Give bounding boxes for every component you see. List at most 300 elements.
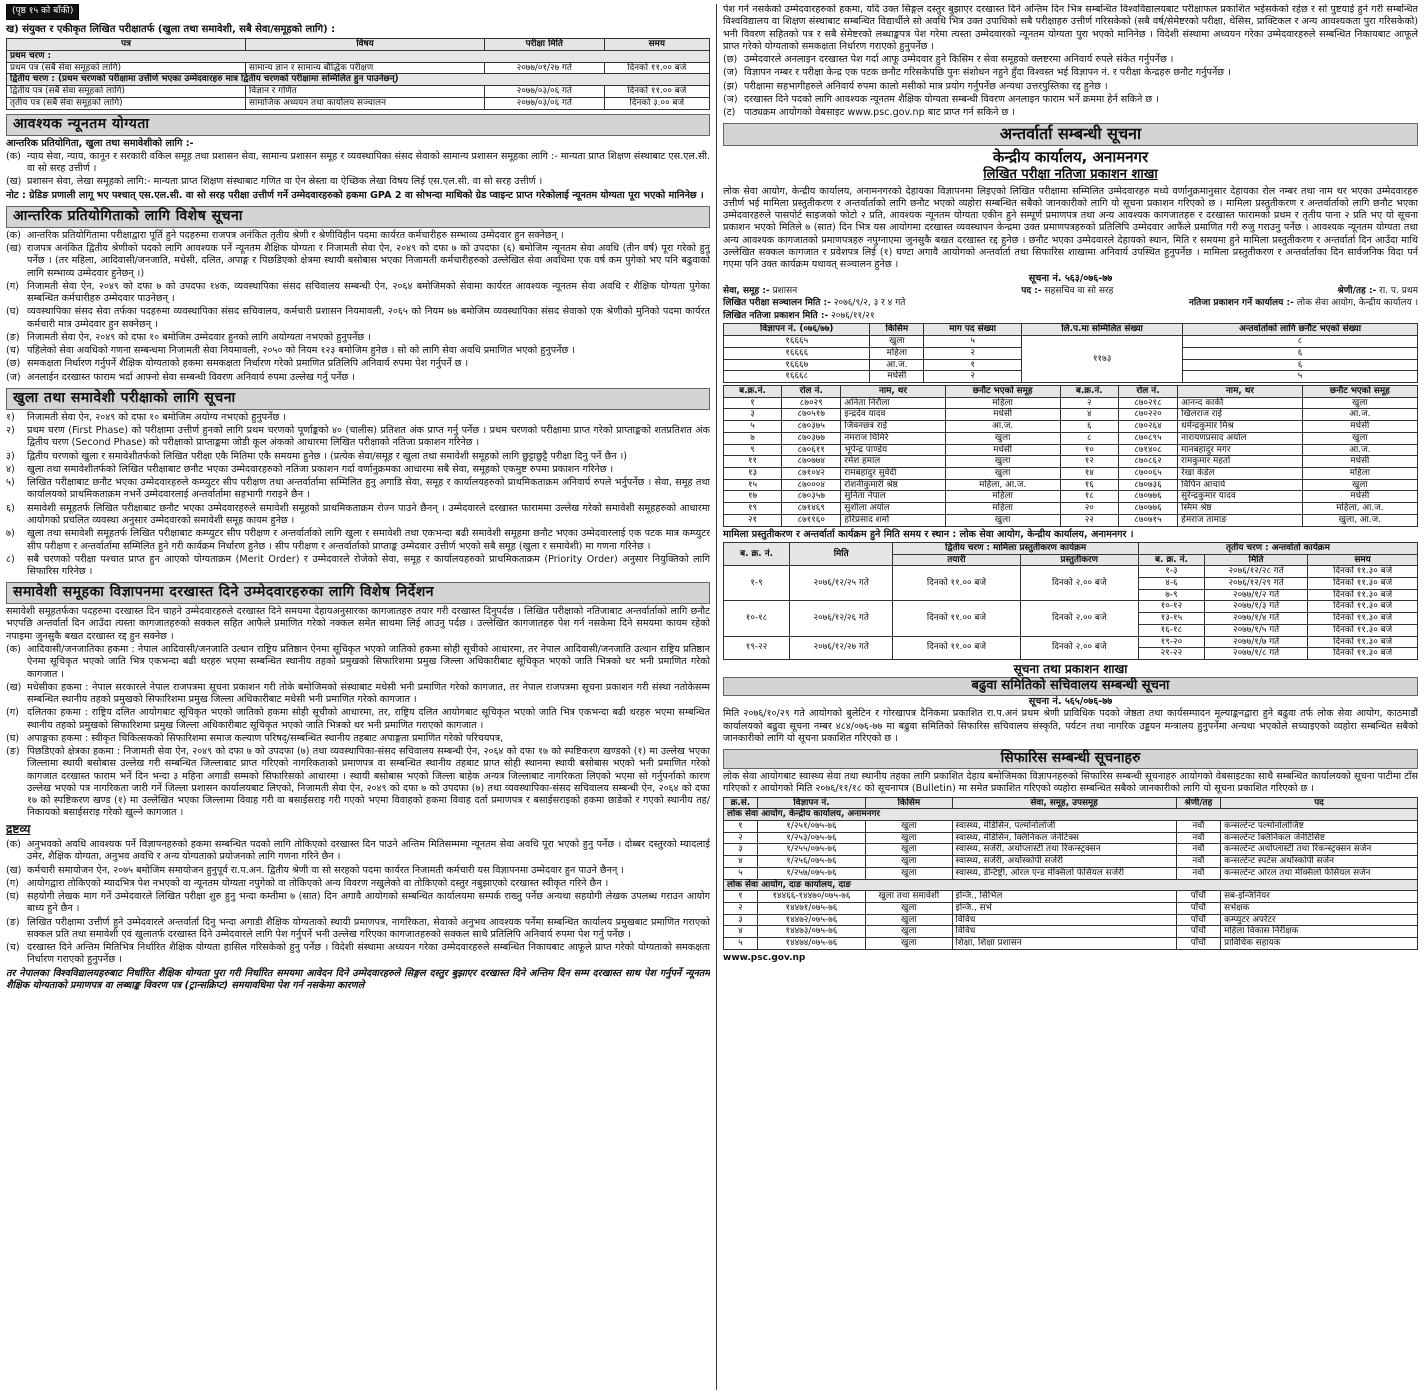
list-item bbox=[6, 644, 710, 681]
cand-cell: महिला, आ.ज. bbox=[945, 479, 1060, 491]
promotion-notice-no: सूचना नं. ५६५/०७६-७७ bbox=[1028, 696, 1113, 707]
sched-date2-cell: २०७७/१/४ गते bbox=[1204, 613, 1307, 625]
item-key: (ङ) bbox=[6, 746, 20, 758]
list-item bbox=[6, 412, 710, 424]
sched-date-cell: २०७६/१२/२७ गते bbox=[790, 636, 893, 659]
sched-time-cell: दिनको ११.३० बजे bbox=[1308, 601, 1418, 613]
min-qual-item bbox=[6, 151, 710, 176]
row2-subject: विज्ञान र गणित bbox=[246, 86, 485, 98]
item-text: लिखित परीक्षामा उत्तीर्ण हुने उम्मेदवारले अन्तर्वार्ता दिनु भन्दा अगाडी शैक्षिक योग्यताको स्थायी प्रमाणपत्र, नागरिकता, सेवाको अनुभव आवश्यक पर्नेमा सम्बन्धित कार्यालय प्रमुखबाट प्रमाणित गराएको सक्कल प्रति तथा समावेशी एवं खुलातर्फ दरखास्त दिने उम्मेदवारले लागि पेश गर्नुपर्ने भनी उल्लेख गरिएका कागजातहरुको सक्कल साथै प्रतिलिपि अनिवार्य रुपमा पेश गर्नु पर्नेछ । bbox=[27, 916, 710, 940]
drasta-tail: तर नेपालका विश्वविद्यालयहरुबाट निर्धारित शैक्षिक योग्यता पुरा गरी निर्धारित समयमा आवेदन दिने उम्मेदवारहरुले सिङ्गल दस्तुर बुझाएर दरखास्त दिने अन्तिम दिन सम्म दरखास्त साथ पेश गर्नुपर्ने न्यूनतम शैक्षिक योग्यताको प्रमाणपत्र वा लब्धाङ्क विवरण पत्र (ट्रान्सक्रिप्ट) समयावधिमा पेश गर्न नसकेमा कारणले bbox=[6, 967, 710, 992]
cand-cell: ८७०७७४ bbox=[782, 456, 841, 468]
list-item bbox=[6, 358, 710, 370]
recommend-title: सिफारिस सम्बन्धी सूचनाहरु bbox=[723, 749, 1418, 769]
rec-cell: महिला विकास निरीक्षक bbox=[1221, 926, 1418, 938]
cand-cell: स्मिम श्रेष्ठ bbox=[1178, 503, 1303, 515]
item-key: (ख) bbox=[6, 681, 22, 693]
list-item bbox=[6, 451, 710, 463]
sched-serial2-cell: १०-१२ bbox=[1138, 601, 1204, 613]
recommend-table bbox=[723, 797, 1418, 950]
sched-serial: ब. क्र. नं. bbox=[724, 542, 790, 565]
cand-cell: ८ bbox=[1060, 432, 1118, 444]
item-key: (छ) bbox=[723, 54, 738, 66]
item-key: (ज) bbox=[6, 371, 21, 383]
cand-cell: रमेश हमाल bbox=[841, 456, 945, 468]
table-row bbox=[724, 902, 1418, 914]
item-text: लिखित परीक्षाबाट छनौट भएका उम्मेदवारहरुले कम्प्युटर सीप परीक्षण तथा अन्तर्वार्तामा सम्मिलित हुनु अगाडि सेवा, समूह र कार्यालयहरुको प्राथमिकताक्रम अनिवार्य रुपले भर्नुपर्नेछ । सेवा, समूह तथा कार्यालयको प्राथमिकताक्रम नभर्ने उम्मेदवारलाई अन्तर्वार्तामा सहभागी गराइने छैन । bbox=[27, 477, 710, 501]
cand-cell: ८७०२२० bbox=[1118, 409, 1177, 421]
adv-selected: ५ bbox=[1183, 371, 1418, 383]
cand-cell: आ.ज. bbox=[1302, 409, 1417, 421]
sched-serial2-cell: १३-१५ bbox=[1138, 613, 1204, 625]
sched-time-cell: दिनको ११.३० बजे bbox=[1308, 577, 1418, 589]
table-row bbox=[724, 820, 1418, 832]
pad-value: सहसचिव वा सो सरह bbox=[1044, 285, 1114, 296]
cand-cell: ३ bbox=[724, 409, 782, 421]
rec-cell: खुला bbox=[866, 844, 952, 856]
rec-cell: सर्भेक्षक bbox=[1221, 902, 1418, 914]
rec-header: विज्ञापन नं. bbox=[757, 797, 865, 809]
promotion-title: बढुवा समितिको सचिवालय सम्बन्धी सूचना bbox=[723, 677, 1418, 696]
cand-header: छनौट भएको समूह bbox=[945, 385, 1060, 397]
rec-cell: १ bbox=[724, 891, 758, 903]
list-item bbox=[6, 281, 710, 306]
result-date-label: लिखित नतिजा प्रकाशन मिति :- bbox=[723, 310, 829, 321]
item-key: (ख) bbox=[6, 243, 22, 255]
table-row bbox=[724, 844, 1418, 856]
item-text: अपाङ्गका हकमा : स्वीकृत चिकित्सकको सिफारिशमा समाज कल्याण परिषद्/सम्बन्धित स्थानीय तहबाट अपाङ्गता प्रमाणित गरेको परिचयपत्र, bbox=[27, 732, 504, 744]
cand-cell: १ bbox=[724, 397, 782, 409]
list-item bbox=[6, 503, 710, 528]
inclusive-intro: समावेशी समूहतर्फका पदहरुमा दरखास्त दिन चाहने उम्मेदवारहरुले दरखास्त दिने समयमा देहायअनुसारका कागजातहरु तयार गरी दरखास्त दिनुपर्दछ । लिखित परीक्षाको नतिजाबाट अन्तर्वार्ताको लागि छनौट भएपछि अन्तर्वार्ता दिन आउँदा त्यस्ता कागजातहरुको सक्कल सहित आफैले प्रमाणित गरेको नक्कल समेत साथमा लिई आउनु पर्दछ । उल्लेखित कागजातहरु पेश गर्न नसकेमा दिने समयमा कायम रहेको नपाइमा जुनसुकै बखत दरखास्त रद्द हुन सक्नेछ । bbox=[6, 606, 710, 642]
rec-cell: खुला bbox=[866, 820, 952, 832]
min-qual-note: नोट : ग्रेडिङ प्रणाली लागू भए पश्चात् एस.एल.सी. वा सो सरह परीक्षा उत्तीर्ण गर्ने उम्मेदवारहरुको हकमा GPA 2 वा सोभन्दा माथिको ग्रेड प्वाइन्ट प्राप्त गरेकोलाई न्यूनतम योग्यता पूरा भएको मानिनेछ । bbox=[6, 189, 704, 201]
list-item bbox=[6, 345, 710, 357]
item-text: समकक्षता निर्धारण गर्नुपर्ने शैक्षिक योग्यताको हकमा समकक्षता निर्धारण गरेको प्रमाणित प्रतिलिपि अनिवार्य रुपमा पेश गर्नुपर्ने छ । bbox=[27, 358, 469, 370]
seva-value: प्रशासन bbox=[772, 285, 798, 296]
table-row bbox=[724, 566, 1418, 578]
list-item bbox=[723, 67, 1418, 79]
rec-header: श्रेणी/तह bbox=[1176, 797, 1220, 809]
cand-cell: खुला, आ.ज. bbox=[1302, 514, 1417, 526]
adv-posts: ५ bbox=[924, 336, 1022, 348]
stage1-label: प्रथम चरण : bbox=[7, 51, 710, 63]
row1-subject: सामान्य ज्ञान र सामान्य बौद्धिक परीक्षण bbox=[246, 62, 485, 74]
rec-cell: १/२५५/०७५-७६ bbox=[757, 844, 865, 856]
item-key: (घ) bbox=[6, 732, 20, 744]
cand-cell: ८७०२१८ bbox=[1118, 397, 1177, 409]
row3-time: दिनको ३.०० बजे bbox=[604, 97, 709, 109]
list-item bbox=[6, 917, 710, 942]
adv-header: अन्तर्वार्ताको लागि छनौट भएको संख्या bbox=[1183, 324, 1418, 336]
item-key: ६) bbox=[6, 502, 15, 514]
cand-cell: खुला bbox=[945, 432, 1060, 444]
rec-cell: ५ bbox=[724, 938, 758, 950]
item-text: सबै चरणको परीक्षा पश्चात प्राप्त हुन आएको योग्यताक्रम (Merit Order) र उम्मेदवारले रोजेको सेवा, समूह र कार्यालयहरुको प्राथमिकताक्रम (Priority Order) अनुसार नियुक्तिको लागि सिफारिस गरिनेछ । bbox=[27, 553, 710, 578]
list-item bbox=[723, 54, 1418, 66]
row1-time: दिनको ११.०० बजे bbox=[604, 62, 709, 74]
sched-time-cell: दिनको ११.३० बजे bbox=[1308, 589, 1418, 601]
interview-meta-row bbox=[723, 311, 1418, 323]
cand-cell: मधेसी bbox=[945, 409, 1060, 421]
cand-cell: जिवनछत्र राई bbox=[841, 421, 945, 433]
rec-cell: नवौं bbox=[1176, 832, 1220, 844]
sched-time-cell: दिनको ११.३० बजे bbox=[1308, 636, 1418, 648]
footer-url: www.psc.gov.np bbox=[723, 952, 806, 963]
list-item bbox=[6, 733, 710, 745]
rec-header: पद bbox=[1221, 797, 1418, 809]
interview-title: अन्तर्वार्ता सम्बन्धी सूचना bbox=[723, 123, 1418, 145]
shreni-value: रा. प. प्रथम bbox=[1379, 285, 1418, 296]
table-row bbox=[724, 514, 1418, 526]
cand-cell: १२ bbox=[1060, 456, 1118, 468]
rec-cell: १/२५६/०७५-७६ bbox=[757, 856, 865, 868]
cand-cell: २ bbox=[1060, 397, 1118, 409]
cand-cell: हेमराज तामाङ bbox=[1178, 514, 1303, 526]
rec-cell: स्वास्थ्य, सर्जरी, अर्थोप्लास्टी तथा रिकन्स्ट्रक्सन bbox=[952, 844, 1176, 856]
rec-cell: स्वास्थ्य, मेडिसिन, क्लिनिकल जेनेटिक्स bbox=[952, 832, 1176, 844]
candidate-table bbox=[723, 385, 1418, 527]
cand-header: छनौट भएको समूह bbox=[1302, 385, 1417, 397]
item-text: पाठ्यक्रम आयोगको वेबसाइट www.psc.gov.np बाट प्राप्त गर्न सकिने छ । bbox=[744, 107, 1015, 119]
table-row bbox=[724, 409, 1418, 421]
list-item bbox=[6, 878, 710, 890]
item-key: (घ) bbox=[6, 891, 20, 903]
cand-cell: मधेसी bbox=[945, 444, 1060, 456]
rec-cell: २ bbox=[724, 832, 758, 844]
rec-cell: नवौं bbox=[1176, 867, 1220, 879]
interview-meta-row bbox=[723, 298, 1418, 310]
cand-cell: खुला bbox=[1302, 432, 1417, 444]
rec-cell: खुला bbox=[866, 856, 952, 868]
adv-posts: १ bbox=[924, 359, 1022, 371]
rec-cell: विविध bbox=[952, 914, 1176, 926]
rec-cell: ३ bbox=[724, 914, 758, 926]
item-text: दरखास्त दिने अन्तिम मितिभित्र निर्धारित शैक्षिक योग्यता हासिल गरिसकेको हुनु पर्नेछ । विदेशी संस्थामा अध्ययन गरेका उम्मेदवारहरुले सम्बन्धित निकायबाट आफूले प्राप्त गरेको योग्यताको समकक्षता निर्धारण गराएको हुनुपर्नेछ । bbox=[27, 942, 710, 966]
result-office-group bbox=[1189, 298, 1418, 310]
cand-cell: १७ bbox=[724, 491, 782, 503]
rec-cell: १४४७१/०७५-७६ bbox=[757, 902, 865, 914]
table-row bbox=[724, 856, 1418, 868]
rec-cell: १ bbox=[724, 820, 758, 832]
sched-date-cell: २०७६/१२/२६ गते bbox=[790, 601, 893, 636]
item-text: खुला तथा समावेशी समूहतर्फ लिखित परीक्षाबाट कम्प्युटर सीप परीक्षण र अन्तर्वार्ताको लागि खुला र समावेशी तथा एकभन्दा बढी समावेशी समूहमा छनौट भएका उम्मेदवारलाई एक पटक मात्र कम्प्युटर सीप परीक्षण र अन्तर्वार्तामा सम्मिलित हुने गरी कार्यक्रम निर्धारण हुनेछ । सीप परीक्षण र अन्तर्वार्ताको प्राप्ताङ्क उम्मेदवार उत्तीर्ण भएको सबै समूह (खुला र समावेशी) मा गणना गरिनेछ । bbox=[27, 528, 710, 552]
result-office-label: नतिजा प्रकाशन गर्ने कार्यालय :- bbox=[1188, 298, 1294, 309]
sched-date2-cell: २०७७/१/८ गते bbox=[1204, 648, 1307, 660]
rec-cell: पाँचौं bbox=[1176, 938, 1220, 950]
adv-header: माग पद संख्या bbox=[924, 324, 1022, 336]
sched-present-cell: दिनको २.०० बजे bbox=[1020, 636, 1138, 659]
rec-cell: नवौं bbox=[1176, 844, 1220, 856]
item-key: ३) bbox=[6, 450, 15, 462]
item-key: (घ) bbox=[6, 306, 20, 318]
item-text: दलितका हकमा : राष्ट्रिय दलित आयोगबाट सूचिकृत भएको जातिको हकमा सोही सूचीको आधारमा, तर, राष्ट्रिय दलित आयोगबाट सूचिकृत भएको जाति भित्र एकभन्दा बढी थरहरु भएमा सम्बन्धित स्थानीय तहको प्रमुखको सिफारिशमा प्रमुख जिल्ला अधिकारीबाट सूचिकृत भएको जाति भित्रको थर भनी प्रमाणित गराएको कागजात । bbox=[27, 707, 710, 731]
item-key: २) bbox=[6, 425, 15, 437]
item-key: (ग) bbox=[6, 707, 19, 719]
list-item bbox=[6, 332, 710, 344]
header-subject: विषय bbox=[246, 39, 485, 51]
row1-paper: प्रथम पत्र (सबै सेवा समूहको लागि) bbox=[7, 62, 246, 74]
list-item bbox=[723, 81, 1418, 93]
item-text: द्वितीय चरणको खुला र समावेशीतर्फको लिखित परीक्षा एकै मितिमा एकै समयमा हुनेछ । (प्रत्येक सेवा/समूह र खुला तथा समावेशी समूहको लागि छुट्टाछुट्टै परीक्षा दिनु पर्ने छैन ।) bbox=[27, 450, 628, 462]
adv-posts: २ bbox=[924, 347, 1022, 359]
item-text: आदिवासी/जनजातिका हकमा : नेपाल आदिवासी/जनजाति उत्थान राष्ट्रिय प्रतिष्ठान ऐनमा सूचिकृत भएको जातिको हकमा सोही सूचीको आधारमा, तर नेपाल आदिवासी/जनजाति उत्थान राष्ट्रिय प्रतिष्ठान ऐनमा सूचिकृत भएको जाति भित्र एकभन्दा बढी थरहरु भएमा सम्बन्धित स्थानीय तहको प्रमुखको सिफारिशमा प्रमुख जिल्ला अधिकारीबाट सूचिकृत भएको जाति भित्रको थर भनी प्रमाणित गरेको कागजात । bbox=[27, 644, 710, 680]
sched-serial2-cell: ४-६ bbox=[1138, 577, 1204, 589]
open-list bbox=[6, 412, 710, 578]
sched-time-cell: दिनको ११.३० बजे bbox=[1308, 566, 1418, 578]
cand-cell: ८७११६० bbox=[782, 514, 841, 526]
cand-cell: २० bbox=[1060, 503, 1118, 515]
item-key: (ङ) bbox=[6, 916, 20, 928]
interview-meta-row bbox=[723, 286, 1418, 298]
item-text: प्रशासन सेवा, लेखा समूहको लागि:- मान्यता प्राप्त शिक्षण संस्थाबाट गणित वा ऐन स्रेस्ता वा ऐच्छिक लेखा विषय लिई एस.एल.सी. वा सो सरह उत्तीर्ण । bbox=[27, 176, 543, 188]
row1-date: २०७७/०१/२७ गते bbox=[485, 62, 605, 74]
cand-cell: मानबहादुर मगर bbox=[1178, 444, 1303, 456]
rec-cell: नवौं bbox=[1176, 856, 1220, 868]
list-item bbox=[6, 942, 710, 967]
sched-serial2: ब. क्र. नं. bbox=[1138, 554, 1204, 566]
seva-group bbox=[723, 286, 797, 298]
cand-cell: ८७०८६२ bbox=[1118, 456, 1177, 468]
advertisement-table bbox=[723, 323, 1418, 383]
list-item bbox=[6, 464, 710, 476]
sched-time-cell: दिनको ११.३० बजे bbox=[1308, 624, 1418, 636]
rec-cell: पाँचौं bbox=[1176, 926, 1220, 938]
promotion-body: मिति २०७६/१०/२९ गते आयोगको बुलेटिन र गोरखापत्र दैनिकमा प्रकाशित रा.प.अनं प्रथम श्रेणी प्राविधिक पदको जेष्ठता तथा कार्यसम्पादन मूल्याङ्कनद्वारा हुने बढुवा तर्फ लोक सेवा आयोग, काठमाडौं कार्यालयको बढुवा सूचना नम्बर ४८४/०७६-७७ मा बढुवा समितिको सिफारिस सचिवालय संस्कृति, पर्यटन तथा नागरिक उड्डयन मन्त्रालय हुनुपर्नेमा अन्यथा भएकोले सच्याइएको व्यहोरा सम्बन्धित सबैको जानकारीको लागि यो सूचना प्रकाशित गरिएको छ । bbox=[723, 708, 1418, 744]
item-key: (क) bbox=[6, 229, 21, 241]
item-key: ८) bbox=[6, 553, 15, 565]
cand-cell: रामबहादुर सुवेदी bbox=[841, 467, 945, 479]
row3-date: २०७७/०३/०६ गते bbox=[485, 97, 605, 109]
rec-cell: खुला bbox=[866, 938, 952, 950]
interview-office: केन्द्रीय कार्यालय, अनामनगर bbox=[992, 147, 1149, 166]
sched-serial2-cell: २१-२२ bbox=[1138, 648, 1204, 660]
rec-cell: पाँचौं bbox=[1176, 891, 1220, 903]
cand-cell: आ.ज. bbox=[1302, 444, 1417, 456]
item-text: विज्ञापन नम्बर र परीक्षा केन्द्र एक पटक छनौट गरिसकेपछि पुनः संशोधन नहुने हुँदा विश्वस्त भई विज्ञापन नं. र परीक्षा केन्द्रहरु छनौट गर्नुपर्नेछ । bbox=[744, 67, 1231, 79]
cand-cell: महिला bbox=[945, 491, 1060, 503]
cand-cell: २१ bbox=[724, 514, 782, 526]
right-top-text: पेश गर्न नसकेको उम्मेदवारहरुको हकमा, यदि उक्त सिङ्गल दस्तुर बुझाएर दरखास्त दिने अन्तिम दिन भित्र सम्बन्धित विश्वविद्यालयबाट परीक्षाफल प्रकाशित भईसकेको रहेछ र सो पुष्टयाई हुने गरी सम्बन्धित विश्वविद्यालय वा शिक्षण संस्थाबाट सम्बन्धित विद्यार्थीले सो अवधि भित्र उक्त उपाधिको सबै परीक्षाहरु उत्तीर्ण गरिसकेको (सबै वर्ष/सेमेष्टरको परीक्षा, थेसिस, प्राक्टिकल र अन्य आवश्यकता पुरा गरिसकेको) भनी विवरण सहितको पत्र र सबै सेमेष्टरको लब्धाङ्कपत्र पेश गरेमा त्यस्ता उम्मेदवारको न्यूनतम योग्यता पुरा भएको मानिनेछ । विदेशी संस्थामा अध्ययन गरेका उम्मेदवारहरुले सम्बन्धित निकायबाट आफूले प्राप्त गरेको योग्यताको समकक्षता निर्धारण गराएको हुनुपर्नेछ । bbox=[723, 4, 1418, 52]
adv-number: १६६६८ bbox=[724, 371, 870, 383]
rec-cell: स्वास्थ्य, मेडिसिन, पल्मोनोलोजी bbox=[952, 820, 1176, 832]
cand-header: नाम, थर bbox=[1178, 385, 1303, 397]
item-text: परीक्षामा सहभागीहरुले अनिवार्य रुपमा कालो मसीको मात्र प्रयोग गर्नुपर्नेछ अन्यथा उत्तरपुस्तिका रद्द हुनेछ । bbox=[744, 80, 1108, 92]
rec-cell: १४४७३/०७५-७६ bbox=[757, 926, 865, 938]
sched-serial2-cell: ७-९ bbox=[1138, 589, 1204, 601]
table-row bbox=[724, 832, 1418, 844]
sched-phase3: तृतीय चरण : अन्तर्वार्ता कार्यक्रम bbox=[1138, 542, 1417, 554]
sched-date2-cell: २०७६/१२/२८ गते bbox=[1204, 566, 1307, 578]
rec-cell: १/२५७/०७५-७६ bbox=[757, 867, 865, 879]
rec-cell: नवौं bbox=[1176, 820, 1220, 832]
cand-cell: खुला bbox=[945, 456, 1060, 468]
shreni-group bbox=[1337, 286, 1418, 298]
cand-cell: सुशीला अर्याल bbox=[841, 503, 945, 515]
internal-title: आन्तरिक प्रतियोगिताको लागि विशेष सूचना bbox=[6, 206, 710, 228]
cand-cell: ६ bbox=[1060, 421, 1118, 433]
cand-cell: महिला bbox=[945, 503, 1060, 515]
adv-type: मधेसी bbox=[870, 371, 924, 383]
item-key: (च) bbox=[6, 942, 20, 954]
cand-cell: १३ bbox=[724, 467, 782, 479]
table-row bbox=[724, 867, 1418, 879]
cand-cell: ८७०७१५ bbox=[1118, 514, 1177, 526]
cand-cell: १९ bbox=[724, 503, 782, 515]
header-date: परीक्षा मिति bbox=[485, 39, 605, 51]
exam-schedule-table bbox=[6, 38, 710, 109]
item-key: (ग) bbox=[6, 280, 19, 292]
stage2-label: द्वितीय चरण : (प्रथम चरणको परीक्षामा उत्तीर्ण भएका उम्मेदवारहरु मात्र द्वितीय चरणको परीक्षामा सम्मिलित हुन पाउनेछन्) bbox=[7, 74, 710, 86]
adv-type: महिला bbox=[870, 347, 924, 359]
cand-cell: १६ bbox=[1060, 479, 1118, 491]
table-row bbox=[724, 479, 1418, 491]
rec-cell: खुला bbox=[866, 914, 952, 926]
item-text: निजामती सेवा ऐन, २०४९ को दफा १० बमोजिम अयोग्य नभएको हुनुपर्नेछ । bbox=[27, 411, 286, 423]
sched-prep-cell: दिनको ११.०० बजे bbox=[893, 636, 1020, 659]
cand-cell: खुला bbox=[1302, 479, 1417, 491]
exam-date-group bbox=[723, 298, 905, 310]
item-key: (झ) bbox=[723, 80, 738, 92]
rec-cell: विविध bbox=[952, 926, 1176, 938]
rec-cell: १/२५३/०७५-७६ bbox=[757, 832, 865, 844]
footer-branch: सूचना तथा प्रकाशन शाखा bbox=[1013, 662, 1128, 677]
item-text: समावेशी समूहतर्फ लिखित परीक्षाबाट छनौट भएका उम्मेदवारहरुले समावेशी समूहको प्राथमिकताक्रम रोज्न पाउने छैनन् । उम्मेदवारले दरखास्त फाराममा उल्लेख गरेको समावेशी समूहहरुको आधारमा आयोगको प्रचलित व्यवस्था अनुसार उम्मेदवारको समावेशी समूह कायम हुनेछ । bbox=[27, 502, 710, 526]
rec-cell: कन्सल्टेन्ट स्पर्टस अर्थोस्कोपी सर्जन bbox=[1221, 856, 1418, 868]
cand-cell: ८७०७७६ bbox=[1118, 503, 1177, 515]
sched-time-cell: दिनको ११.३० बजे bbox=[1308, 613, 1418, 625]
adv-posts: २ bbox=[924, 371, 1022, 383]
item-text: उम्मेदवारले अनलाइन दरखास्त पेश गर्दा आफू उम्मेदवार हुने किसिम र सेवा समूहको क्लष्टरमा अनिवार्य रुपले संकेत गर्नुपर्नेछ । bbox=[744, 54, 1174, 66]
seva-label: सेवा, समूह :- bbox=[723, 285, 770, 296]
sched-time: समय bbox=[1308, 554, 1418, 566]
table-row bbox=[724, 491, 1418, 503]
interview-venue: मामिला प्रस्तुतीकरण र अन्तर्वार्ता कार्यक्रम हुने मिति समय र स्थान : लोक सेवा आयोग, केन्द्रीय कार्यालय, अनामनगर । bbox=[723, 528, 1134, 540]
list-item bbox=[6, 243, 710, 280]
rec-cell: १४४७२/०७५-७६ bbox=[757, 914, 865, 926]
sched-date2-cell: २०७६/१२/२९ गते bbox=[1204, 577, 1307, 589]
cand-cell: १० bbox=[1060, 444, 1118, 456]
list-item bbox=[6, 746, 710, 820]
sched-date2-cell: २०७७/१/५ गते bbox=[1204, 624, 1307, 636]
list-item bbox=[6, 839, 710, 864]
sched-phase2: द्वितीय चरण : मामिला प्रस्तुतीकरण कार्यक्रम bbox=[893, 542, 1139, 554]
min-qual-title: आवश्यक न्यूनतम योग्यता bbox=[6, 114, 710, 136]
item-text: राजपत्र अनंकित द्वितीय श्रेणीको पदको लागि आवश्यक पर्ने न्यूनतम शैक्षिक योग्यता र निजामती सेवा ऐन, २०४९ को दफा ७ को उपदफा (६) बमोजिम न्यूनतम सेवा अवधि (तीन वर्ष) पूरा गरेको हुनु पर्नेछ । (तर महिला, आदिवासी/जनजाति, मधेसी, दलित, अपाङ्ग र पिछडिएको क्षेत्रमा स्थायी बसोबास भएका निजामती कर्मचारीहरुको उल्लेखित सेवा अवधिमा एक वर्ष कम पुगेको भए पनि बढुवाको लागि सम्भाव्य उम्मेदवार हुनेछन् ।) bbox=[27, 243, 710, 279]
cand-cell: हरिप्रसाद शर्मा bbox=[841, 514, 945, 526]
rec-cell: कम्प्युटर अपरेटर bbox=[1221, 914, 1418, 926]
rec-cell: खुला bbox=[866, 867, 952, 879]
item-key: ५) bbox=[6, 477, 15, 489]
adv-selected: ६ bbox=[1183, 347, 1418, 359]
cand-cell: खुला bbox=[945, 467, 1060, 479]
header-paper: पत्र bbox=[7, 39, 246, 51]
shreni-label: श्रेणी/तह :- bbox=[1337, 285, 1377, 296]
rec-cell: पाँचौं bbox=[1176, 914, 1220, 926]
cand-cell: ११ bbox=[724, 456, 782, 468]
item-key: (क) bbox=[6, 150, 21, 162]
cand-cell: मधेसी bbox=[1302, 421, 1417, 433]
result-office-value: लोक सेवा आयोग, केन्द्रीय कार्यालय । bbox=[1296, 298, 1418, 309]
rec-header: किसिम bbox=[866, 797, 952, 809]
cand-header: नाम, थर bbox=[841, 385, 945, 397]
sched-time-cell: दिनको ११.३० बजे bbox=[1308, 648, 1418, 660]
sched-prep-cell: दिनको ११.०० बजे bbox=[893, 566, 1020, 601]
table-row bbox=[724, 879, 1418, 891]
list-item bbox=[6, 891, 710, 916]
table-row bbox=[724, 891, 1418, 903]
drasta-title: द्रष्टव्य bbox=[6, 821, 31, 836]
cand-cell: ९ bbox=[724, 444, 782, 456]
cand-cell: सुरेन्द्रकुमार यादव bbox=[1178, 491, 1303, 503]
item-key: (क) bbox=[6, 644, 21, 656]
pad-label: पद :- bbox=[1021, 285, 1042, 296]
list-item bbox=[6, 306, 710, 331]
rec-cell: शिक्षा, शिक्षा प्रशासन bbox=[952, 938, 1176, 950]
cand-cell: सुनिता नेपाल bbox=[841, 491, 945, 503]
cand-cell: ८७०००४ bbox=[782, 479, 841, 491]
table-row bbox=[724, 926, 1418, 938]
item-text: न्याय सेवा, न्याय, कानून र सरकारी वकिल समूह तथा प्रशासन सेवा, सामान्य प्रशासन समूह र व्यवस्थापिका संसद सेवाको सामान्य प्रशासन समूहका लागि :- मान्यता प्राप्त शिक्षण संस्थाबाट एस.एल.सी. वा सो सरह उत्तीर्ण । bbox=[27, 150, 710, 175]
cand-cell: ८७०५१७ bbox=[782, 409, 841, 421]
adv-selected: ८ bbox=[1183, 336, 1418, 348]
right-top-list bbox=[723, 54, 1418, 119]
cand-cell: १५ bbox=[724, 479, 782, 491]
cand-cell: ८७००६५ bbox=[1118, 467, 1177, 479]
cand-cell: खुला bbox=[945, 514, 1060, 526]
item-key: (ङ) bbox=[6, 331, 20, 343]
exam-date-label: लिखित परीक्षा सञ्चालन मिति :- bbox=[723, 298, 831, 309]
cand-cell: १४ bbox=[1060, 467, 1118, 479]
item-text: सहयोगी लेखक माग गर्ने उम्मेदवारले लिखित परीक्षा शुरु हुनु भन्दा कम्तीमा ७ (सात) दिन अगावै आयोगको सम्बन्धित कार्यालयमा सम्पर्क राख्नु पर्नेछ अन्यथा सहयोगी लेखक उपलब्ध गराउन आयोग बाध्य हुने छैन । bbox=[27, 891, 710, 915]
adv-number: १६६६७ bbox=[724, 359, 870, 371]
cand-header: रोल नं. bbox=[782, 385, 841, 397]
cand-cell: रेखा केडेल bbox=[1178, 467, 1303, 479]
cand-cell: खिलराज राई bbox=[1178, 409, 1303, 421]
rec-cell: खुला तथा समावेशी bbox=[866, 891, 952, 903]
rec-cell: खुला bbox=[866, 926, 952, 938]
sched-date2-cell: २०७७/१/७ गते bbox=[1204, 636, 1307, 648]
rec-cell: कन्सल्टेन्ट ओरल तथा मेक्सिलो फेसियल सर्जन bbox=[1221, 867, 1418, 879]
rec-cell: स्वास्थ्य, डेन्टिष्ट्री, ओरल एन्ड मेक्सिलो फेसियल सर्जरी bbox=[952, 867, 1176, 879]
row2-date: २०७७/०३/०६ गते bbox=[485, 86, 605, 98]
open-title: खुला तथा समावेशी परीक्षाको लागि सूचना bbox=[6, 388, 710, 410]
rec-header: क्र.सं. bbox=[724, 797, 758, 809]
cand-header: ब.क्र.नं. bbox=[1060, 385, 1118, 397]
result-date-value: २०७६/११/२१ bbox=[831, 310, 875, 321]
header-time: समय bbox=[604, 39, 709, 51]
rec-cell: कन्सल्टेन्ट क्लिनिकल जेनेटिसिष्ट bbox=[1221, 832, 1418, 844]
item-key: (ज) bbox=[723, 67, 738, 79]
cand-cell: मधेसी bbox=[1302, 491, 1417, 503]
cand-cell: नमराज घिमिरे bbox=[841, 432, 945, 444]
interview-branch: लिखित परीक्षा नतिजा प्रकाशन शाखा bbox=[983, 167, 1158, 183]
adv-number: १६६६६ bbox=[724, 347, 870, 359]
cand-cell: ८७०७३६ bbox=[1118, 479, 1177, 491]
sched-date2: मिति bbox=[1204, 554, 1307, 566]
cand-cell: ८७०२९ bbox=[782, 397, 841, 409]
cand-cell: मधेसी bbox=[1302, 456, 1417, 468]
right-column bbox=[716, 4, 1418, 1390]
adv-type: आ.ज. bbox=[870, 359, 924, 371]
table-row bbox=[724, 432, 1418, 444]
sched-date-cell: २०७६/१२/२५ गते bbox=[790, 566, 893, 601]
sched-serial2-cell: १६-१८ bbox=[1138, 624, 1204, 636]
cand-cell: ८७०७७६ bbox=[1118, 491, 1177, 503]
cand-cell: ८७०३७७ bbox=[782, 432, 841, 444]
cand-cell: खुला bbox=[1302, 397, 1417, 409]
result-date-group bbox=[723, 311, 875, 323]
